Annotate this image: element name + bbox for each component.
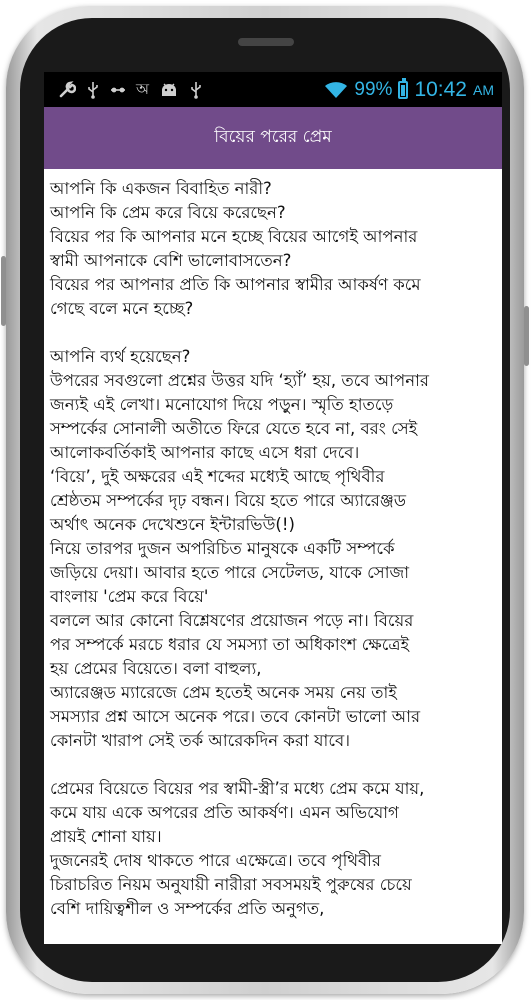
article-line: জন্যই এই লেখা। মনোযোগ দিয়ে পড়ুন। স্মৃতি হাতড়ে [50, 395, 394, 414]
clock-ampm: AM [473, 81, 494, 98]
power-button[interactable] [524, 306, 529, 366]
article-line: বললে আর কোনো বিশ্লেষণের প্রয়োজন পড়ে না। বিয়ের [50, 611, 414, 630]
status-bar [44, 72, 502, 107]
article-line: নিয়ে তারপর দুজন অপরিচিত মানুষকে একটি সম্পর্কে [50, 539, 395, 558]
android-icon [159, 81, 179, 99]
article-line [50, 753, 496, 777]
system-status [324, 78, 494, 102]
usb-icon [189, 81, 203, 99]
clock-time: 10:42 [414, 77, 467, 101]
article-body[interactable] [44, 169, 502, 921]
article-line: কমে যায় একে অপরের প্রতি আকর্ষণ। এমন অভিযোগ [50, 803, 399, 822]
article-line: আপনি কি প্রেম করে বিয়ে করেছেন? [50, 203, 286, 222]
article-line: বিয়ের পর আপনার প্রতি কি আপনার স্বামীর আকর্ষণ কমে [50, 275, 421, 294]
article-line: আপনি কি একজন বিবাহিত নারী? [50, 179, 272, 198]
bangla-keyboard-icon: অ [136, 80, 149, 98]
article-line: স্বামী আপনাকে বেশি ভালোবাসতেন? [50, 251, 292, 270]
article-line: জড়িয়ে দেয়া। আবার হতে পারে সেটেলড, যাকে সোজা [50, 563, 410, 582]
article-line: উপরের সবগুলো প্রশ্নের উত্তর যদি ‘হ্যাঁ’ হয়, তবে আপনার [50, 371, 429, 390]
article-line: আপনি ব্যর্থ হয়েছেন? [50, 347, 191, 366]
usb-icon [86, 81, 100, 99]
phone-screen [44, 72, 502, 944]
article-line: সম্পর্কের সোনালী অতীতে ফিরে যেতে হবে না, বরং সেই [50, 419, 418, 438]
article-line: প্রায়ই শোনা যায়। [50, 827, 162, 846]
article-line: বেশি দায়িত্বশীল ও সম্পর্কের প্রতি অনুগত, [50, 899, 325, 918]
article-line: কোনটা খারাপ সেই তর্ক আরেকদিন করা যাবে। [50, 731, 351, 750]
article-line: প্রেমের বিয়েতে বিয়ের পর স্বামী-স্ত্রী’র মধ্যে প্রেম কমে যায়, [50, 779, 425, 798]
article-line: দুজনেরই দোষ থাকতে পারে এক্ষেত্রে। তবে পৃথিবীর [50, 851, 381, 870]
wifi-icon [324, 81, 348, 99]
article-line: শ্রেষ্ঠতম সম্পর্কের দৃঢ় বন্ধন। বিয়ে হতে পারে অ্যারেঞ্জড [50, 491, 407, 510]
notification-icons [58, 81, 203, 99]
article-line: হয় প্রেমের বিয়েতে। বলা বাহুল্য, [50, 659, 262, 678]
battery-icon [398, 81, 408, 99]
page-title: বিয়ের পরের প্রেম [214, 127, 332, 147]
earpiece-speaker [238, 38, 294, 46]
article-line: অর্থাৎ অনেক দেখেশুনে ইন্টারভিউ(!) [50, 515, 295, 534]
article-line [50, 321, 496, 345]
app-bar [44, 107, 502, 169]
cable-icon [110, 81, 126, 99]
article-line: পর সম্পর্কে মরচে ধরার যে সমস্যা তা অধিকাংশ ক্ষেত্রেই [50, 635, 410, 654]
article-line: অ্যারেঞ্জড ম্যারেজে প্রেম হতেই অনেক সময় নেয় তাই [50, 683, 397, 702]
article-line: আলোকবর্তিকাই আপনার কাছে এসে ধরা দেবে। [50, 443, 360, 462]
battery-percent: 99% [354, 78, 393, 100]
wrench-icon [58, 81, 76, 99]
article-line: বিয়ের পর কি আপনার মনে হচ্ছে বিয়ের আগেই আপনার [50, 227, 418, 246]
article-line: গেছে বলে মনে হচ্ছে? [50, 299, 194, 318]
article-line: সমস্যার প্রশ্ন আসে অনেক পরে। তবে কোনটা ভালো আর [50, 707, 421, 726]
volume-button[interactable] [1, 256, 6, 326]
article-line: বাংলায় 'প্রেম করে বিয়ে' [50, 587, 209, 606]
article-line: চিরাচরিত নিয়ম অনুযায়ী নারীরা সবসময়ই পুরুষের চেয়ে [50, 875, 412, 894]
article-line: ‘বিয়ে’, দুই অক্ষরের এই শব্দের মধ্যেই আছে পৃথিবীর [50, 467, 385, 486]
